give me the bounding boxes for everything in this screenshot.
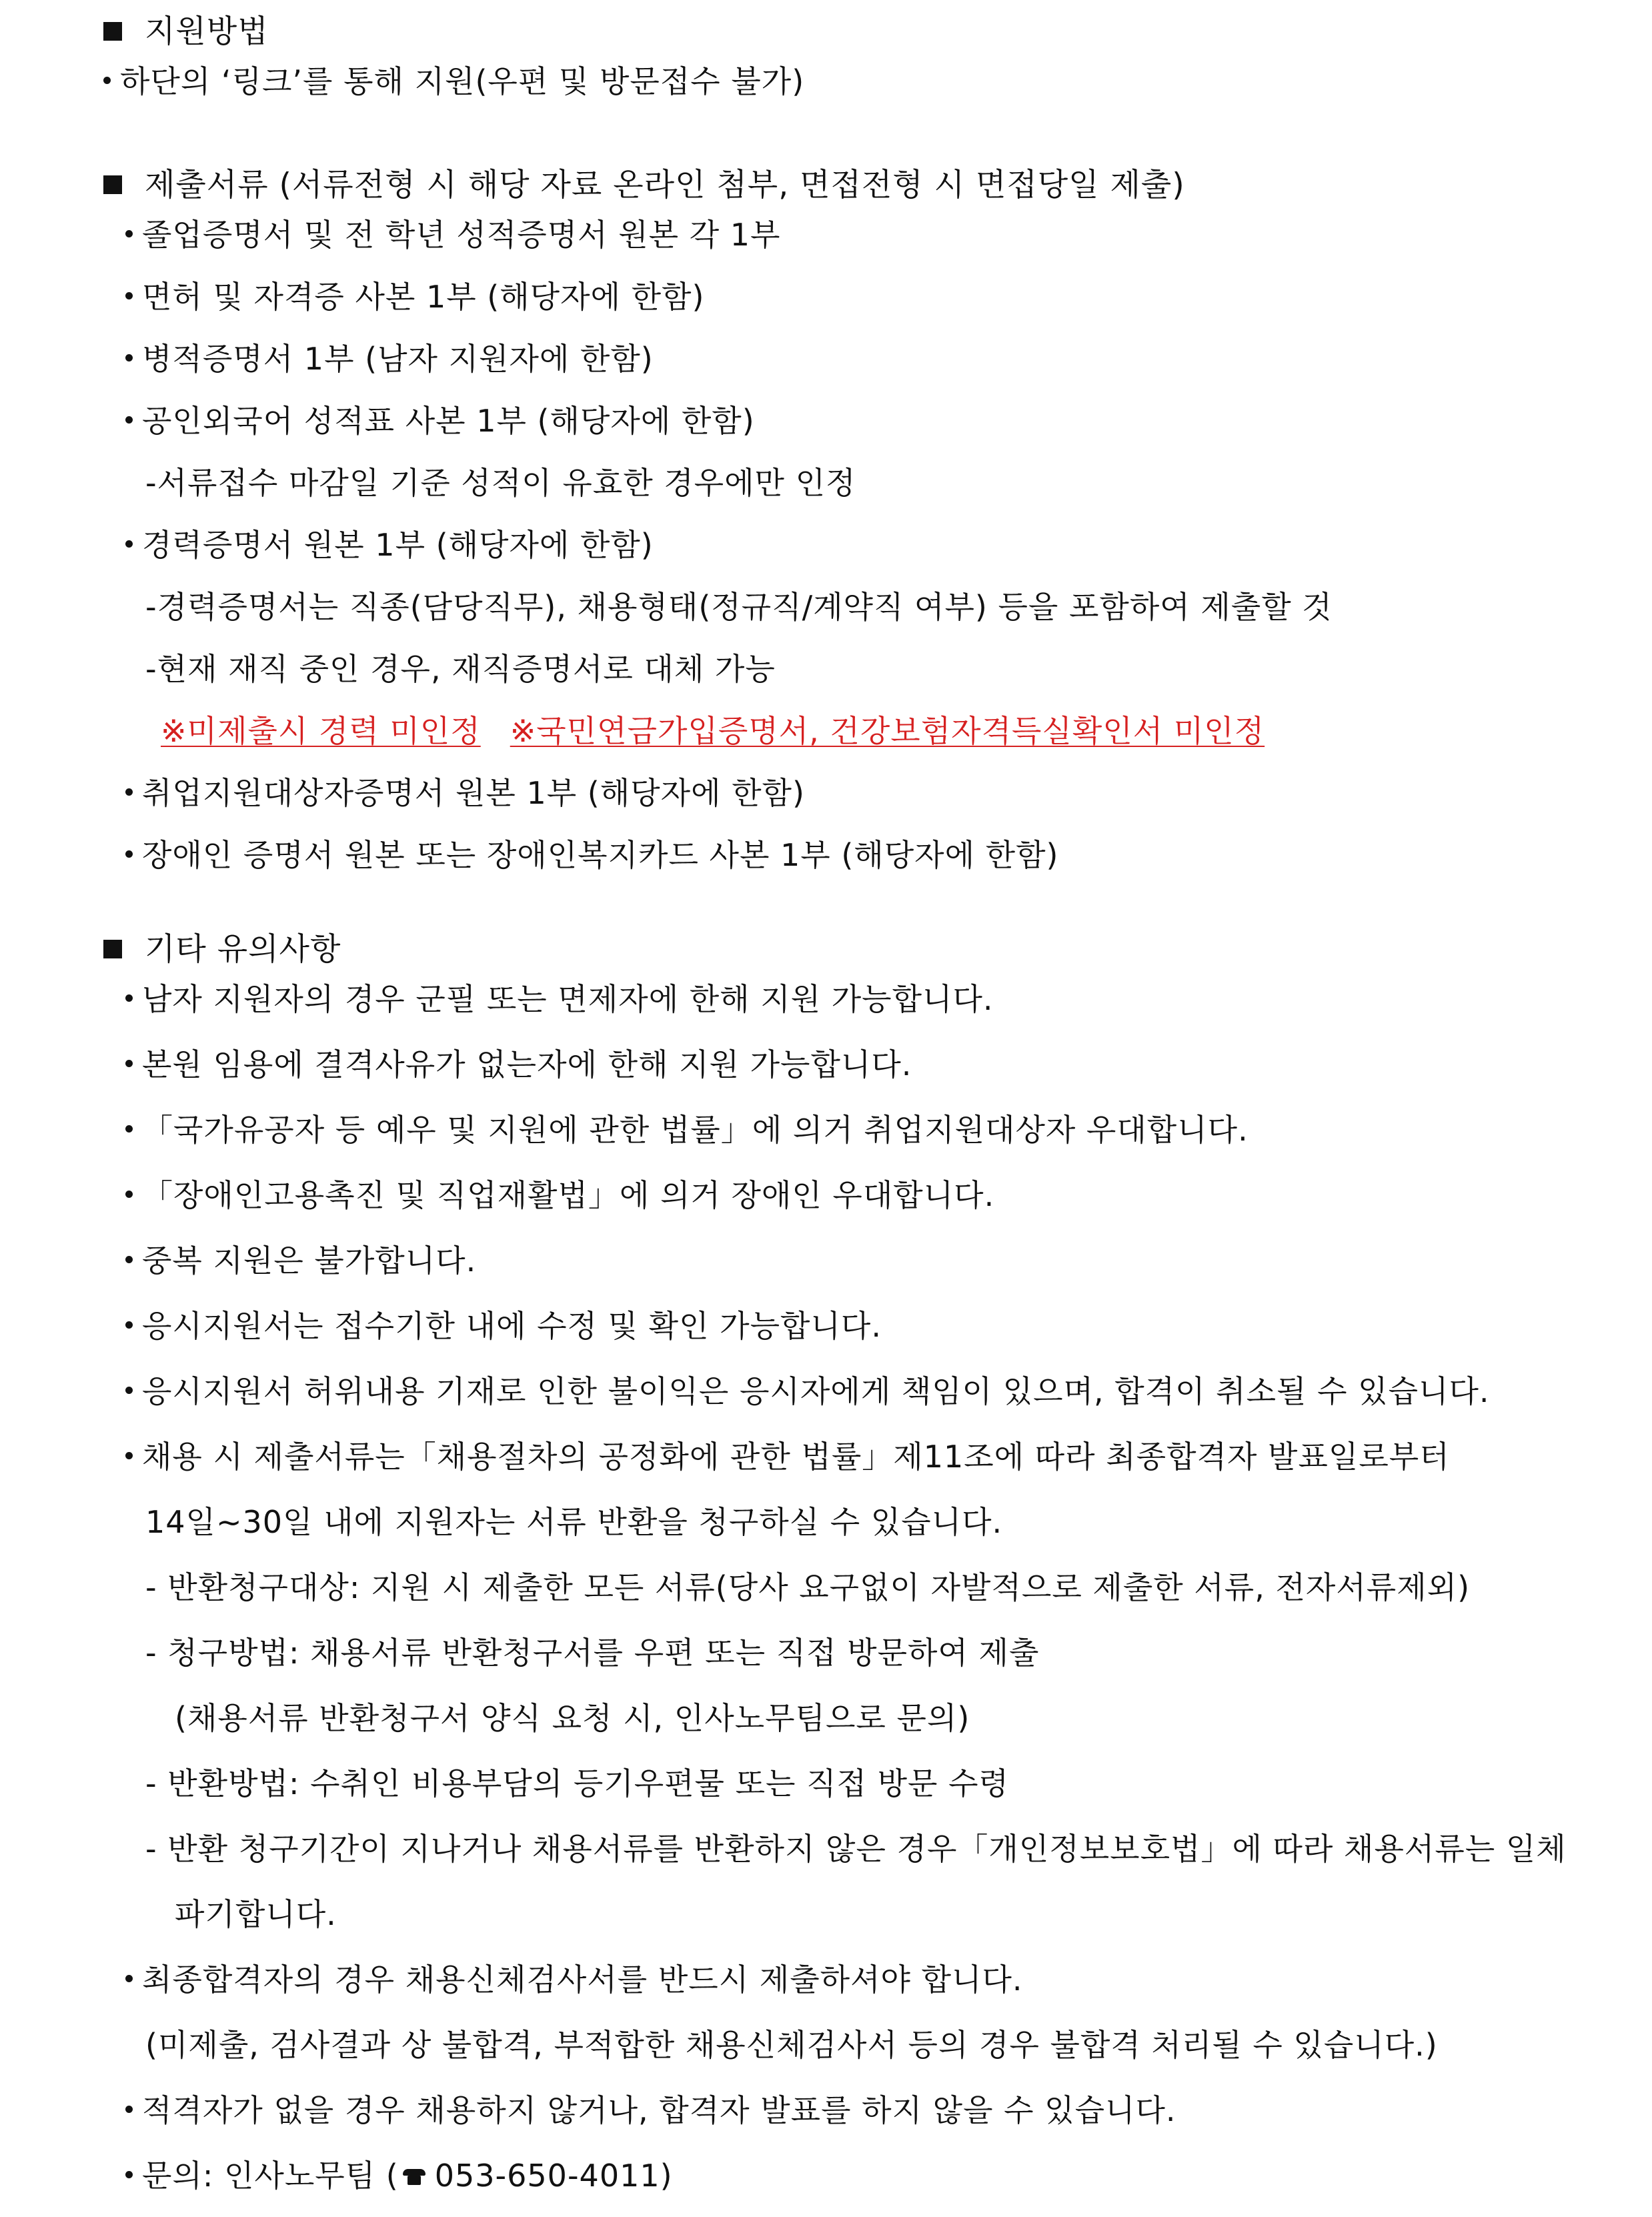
list-item: 중복 지원은 불가합니다.: [125, 1241, 476, 1281]
list-subitem: -현재 재직 중인 경우, 재직증명서로 대체 가능: [145, 651, 776, 687]
bullet-icon: [125, 2106, 133, 2113]
list-item: 「국가유공자 등 예우 및 지원에 관한 법률」에 의거 취업지원대상자 우대합니다.: [125, 1110, 1249, 1150]
bullet-icon: [125, 994, 133, 1002]
bullet-icon: [125, 850, 133, 858]
section-heading-apply: 지원방법: [103, 12, 269, 52]
list-subitem: -경력증명서는 직종(담당직무), 채용형태(정규직/계약직 여부) 등을 포함하여 제출할 것: [145, 589, 1333, 625]
list-item: 취업지원대상자증명서 원본 1부 (해당자에 한함): [125, 773, 805, 813]
list-item: 최종합격자의 경우 채용신체검사서를 반드시 제출하셔야 합니다.: [125, 1960, 1023, 2000]
list-item: 하단의 ‘링크’를 통해 지원(우편 및 방문접수 불가): [103, 61, 804, 101]
square-bullet-icon: [103, 22, 122, 41]
list-item: 면허 및 자격증 사본 1부 (해당자에 한함): [125, 277, 704, 317]
warning-note: ※미제출시 경력 미인정: [161, 713, 481, 749]
bullet-icon: [125, 1321, 133, 1329]
phone-icon: [403, 2169, 426, 2185]
section-heading-notes: 기타 유의사항: [103, 930, 341, 970]
list-item: 응시지원서 허위내용 기재로 인한 불이익은 응시자에게 책임이 있으며, 합격이 취소될 수 있습니다.: [125, 1371, 1490, 1411]
bullet-icon: [125, 1975, 133, 1982]
bullet-icon: [125, 1125, 133, 1133]
list-item: 남자 지원자의 경우 군필 또는 면제자에 한해 지원 가능합니다.: [125, 979, 994, 1019]
bullet-icon: [125, 540, 133, 548]
bullet-icon: [125, 788, 133, 796]
list-item: 응시지원서는 접수기한 내에 수정 및 확인 가능합니다.: [125, 1306, 882, 1346]
square-bullet-icon: [103, 940, 122, 958]
bullet-icon: [103, 77, 111, 84]
list-subitem: - 청구방법: 채용서류 반환청구서를 우편 또는 직접 방문하여 제출: [145, 1635, 1040, 1671]
list-subitem: -서류접수 마감일 기준 성적이 유효한 경우에만 인정: [145, 465, 856, 501]
list-item: 적격자가 없을 경우 채용하지 않거나, 합격자 발표를 하지 않을 수 있습니다.: [125, 2090, 1176, 2130]
list-continuation: (미제출, 검사결과 상 불합격, 부적합한 채용신체검사서 등의 경우 불합격 처리될 수 있습니다.): [145, 2027, 1438, 2063]
bullet-icon: [125, 1191, 133, 1198]
list-continuation: (채용서류 반환청구서 양식 요청 시, 인사노무팀으로 문의): [175, 1700, 970, 1736]
square-bullet-icon: [103, 175, 122, 194]
bullet-icon: [125, 416, 133, 424]
list-item: 경력증명서 원본 1부 (해당자에 한함): [125, 525, 654, 565]
bullet-icon: [125, 1452, 133, 1459]
bullet-icon: [125, 230, 133, 237]
list-continuation: 14일~30일 내에 지원자는 서류 반환을 청구하실 수 있습니다.: [145, 1504, 1003, 1540]
bullet-icon: [125, 1256, 133, 1263]
list-item: 졸업증명서 및 전 학년 성적증명서 원본 각 1부: [125, 215, 780, 255]
list-item: 본원 임용에 결격사유가 없는자에 한해 지원 가능합니다.: [125, 1044, 912, 1084]
bullet-icon: [125, 1060, 133, 1067]
list-item: 병적증명서 1부 (남자 지원자에 한함): [125, 339, 654, 379]
list-item: 채용 시 제출서류는「채용절차의 공정화에 관한 법률」제11조에 따라 최종합격자 발표일로부터: [125, 1437, 1450, 1477]
warning-note: ※국민연금가입증명서, 건강보험자격득실확인서 미인정: [510, 713, 1265, 749]
section-heading-documents: 제출서류 (서류전형 시 해당 자료 온라인 첨부, 면접전형 시 면접당일 제출): [103, 165, 1185, 205]
list-subitem: - 반환 청구기간이 지나거나 채용서류를 반환하지 않은 경우「개인정보보호법」에 따라 채용서류는 일체: [145, 1831, 1567, 1867]
warning-note-line: [161, 711, 1265, 751]
contact-line: 문의: 인사노무팀 ( 053-650-4011): [125, 2156, 673, 2196]
list-subitem: - 반환청구대상: 지원 시 제출한 모든 서류(당사 요구없이 자발적으로 제출한 서류, 전자서류제외): [145, 1569, 1471, 1605]
list-continuation: 파기합니다.: [175, 1896, 337, 1932]
list-item: 공인외국어 성적표 사본 1부 (해당자에 한함): [125, 401, 755, 441]
bullet-icon: [125, 1387, 133, 1394]
list-item: 장애인 증명서 원본 또는 장애인복지카드 사본 1부 (해당자에 한함): [125, 835, 1058, 875]
list-subitem: - 반환방법: 수취인 비용부담의 등기우편물 또는 직접 방문 수령: [145, 1765, 1009, 1801]
bullet-icon: [125, 2171, 133, 2178]
bullet-icon: [125, 292, 133, 299]
bullet-icon: [125, 354, 133, 361]
list-item: 「장애인고용촉진 및 직업재활법」에 의거 장애인 우대합니다.: [125, 1175, 994, 1215]
